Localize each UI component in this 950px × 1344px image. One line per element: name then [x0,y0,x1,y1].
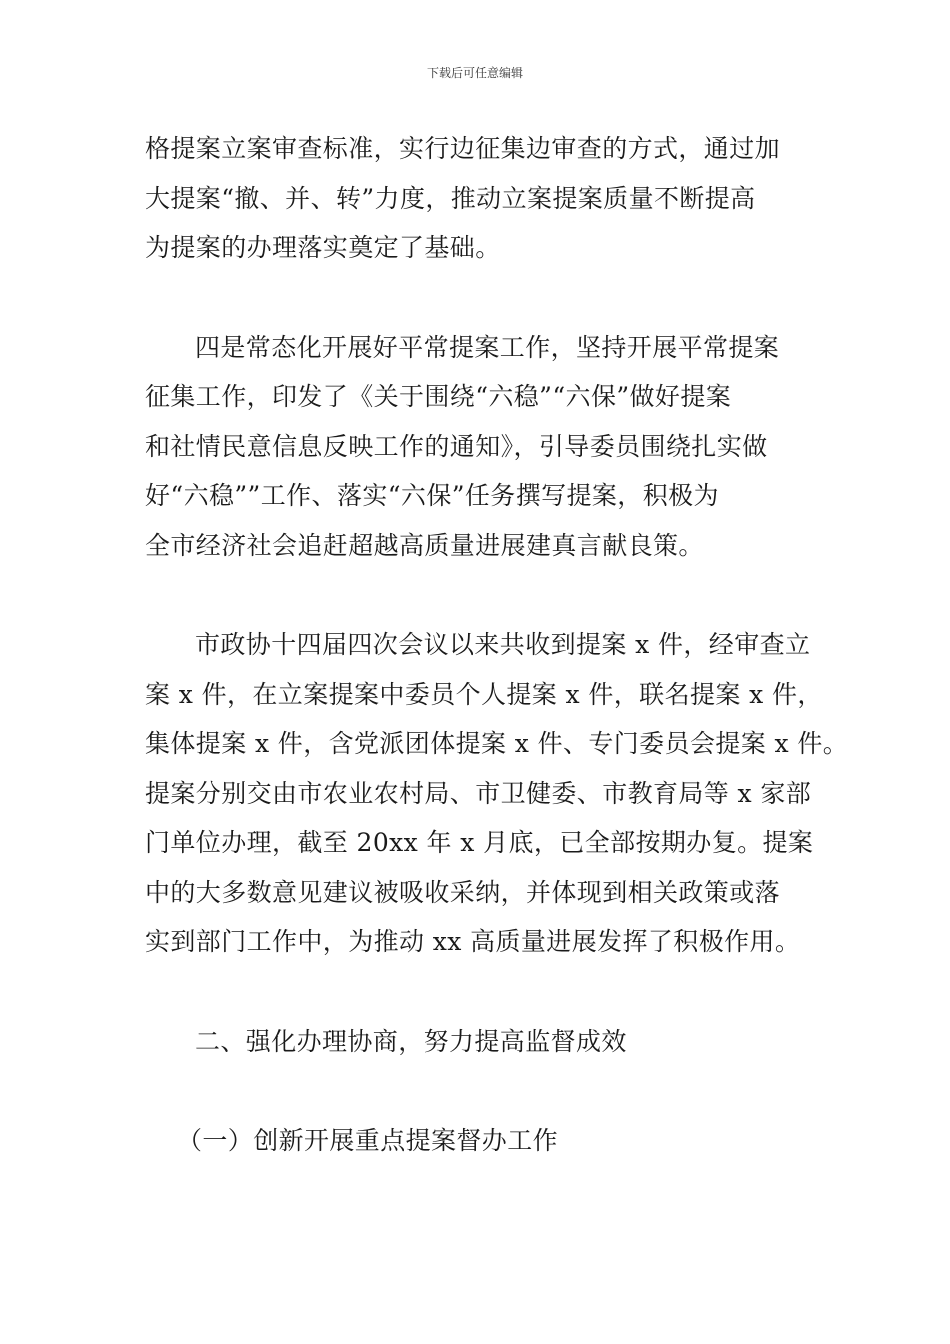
text-line: 和社情民意信息反映工作的通知》，引导委员围绕扎实做 [145,431,768,461]
text-line: 为提案的办理落实奠定了基础。 [145,233,501,262]
text-line: 格提案立案审查标准，实行边征集边审查的方式，通过加 [145,134,781,163]
text-line: 四是常态化开展好平常提案工作，坚持开展平常提案 [195,332,780,362]
paragraph-gap [145,1066,805,1116]
paragraph-gap [145,570,805,620]
text-line: 中的大多数意见建议被吸收采纳，并体现到相关政策或落 [145,877,781,907]
text-line: 集体提案 x 件，含党派团体提案 x 件、专门委员会提案 x 件。 [145,729,849,758]
document-body [145,124,849,1166]
text-line: 市政协十四届四次会议以来共收到提案 x 件，经审查立 [195,630,811,659]
paragraph-four-regular-proposals [145,323,805,571]
page-header: 下载后可任意编辑 [426,66,523,80]
text-line: 门单位办理，截至 20xx 年 x 月底，已全部按期办复。提案 [145,828,814,857]
paragraph-proposal-statistics [145,620,849,967]
section-heading-two: 二、强化办理协商，努力提高监督成效 [195,1026,627,1056]
text-line: 好“六稳””工作、落实“六保”任务撰写提案，积极为 [145,481,719,510]
paragraph-gap [145,967,805,1017]
text-line: 征集工作，印发了《关于围绕“六稳”“六保”做好提案 [145,382,732,411]
paragraph-continuation [145,124,805,273]
text-line: 提案分别交由市农业农村局、市卫健委、市教育局等 x 家部 [145,778,812,808]
text-line: 实到部门工作中，为推动 xx 高质量进展发挥了积极作用。 [145,927,801,956]
text-line: 大提案“撤、并、转”力度，推动立案提案质量不断提高 [145,183,756,213]
subsection-heading-one: （一）创新开展重点提案督办工作 [177,1126,559,1155]
paragraph-gap [145,273,805,323]
text-line: 案 x 件，在立案提案中委员个人提案 x 件，联名提案 x 件， [145,679,823,709]
text-line: 全市经济社会追赶超越高质量进展建真言献良策。 [145,530,704,560]
